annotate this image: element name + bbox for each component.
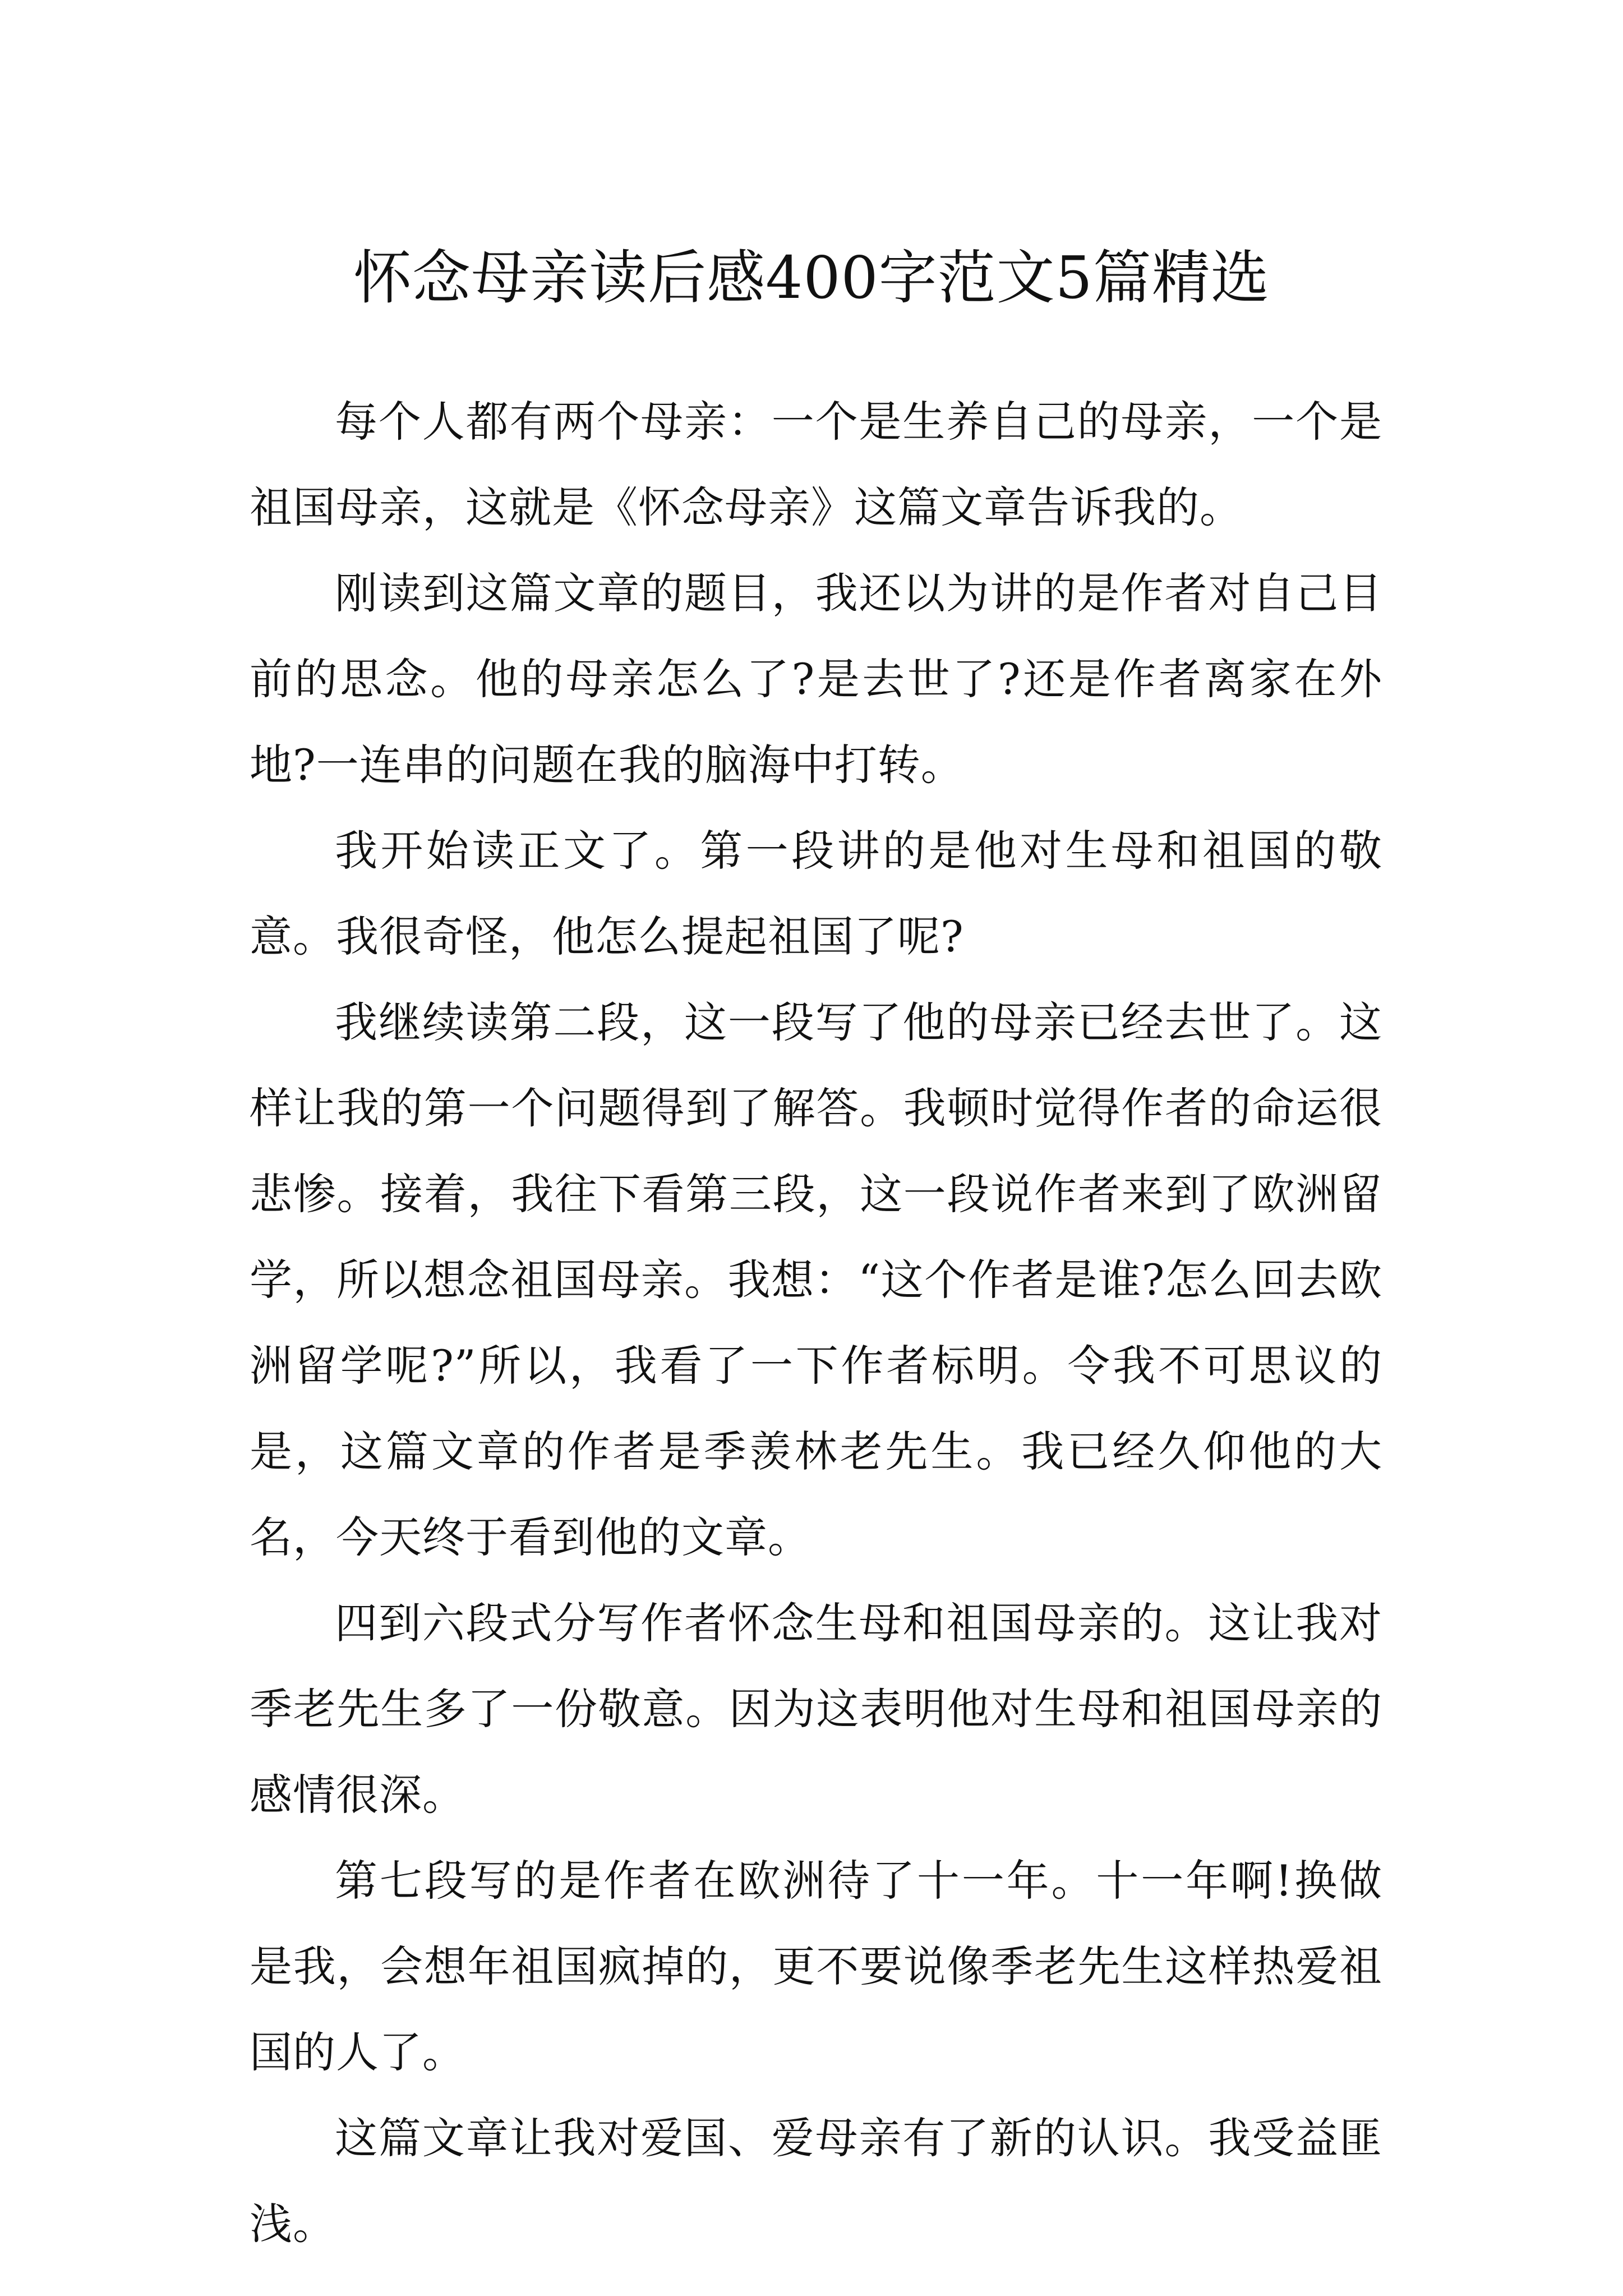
paragraph-7: 这篇文章让我对爱国、爱母亲有了新的认识。我受益匪浅。 — [250, 2113, 1382, 2249]
document-body — [250, 379, 1382, 2267]
paragraph-5: 四到六段式分写作者怀念生母和祖国母亲的。这让我对季老先生多了一份敬意。因为这表明他对生母和祖国母亲的感情很深。 — [250, 1598, 1382, 1820]
paragraph-3: 我开始读正文了。第一段讲的是他对生母和祖国的敬意。我很奇怪，他怎么提起祖国了呢? — [250, 826, 1382, 961]
paragraph-1: 每个人都有两个母亲：一个是生养自己的母亲，一个是祖国母亲，这就是《怀念母亲》这篇文章告诉我的。 — [250, 397, 1382, 532]
document-title: 怀念母亲读后感400字范文5篇精选 — [353, 243, 1270, 312]
paragraph-4: 我继续读第二段，这一段写了他的母亲已经去世了。这样让我的第一个问题得到了解答。我顿时觉得作者的命运很悲惨。接着，我往下看第三段，这一段说作者来到了欧洲留学，所以想念祖国母亲。我想：“这个作者是谁?怎么回去欧洲留学呢?”所以，我看了一下作者标明。令我不可思议的是，这篇文章的作者是季羡林老先生。我已经久仰他的大名，今天终于看到他的文章。 — [250, 997, 1382, 1562]
paragraph-2: 刚读到这篇文章的题目，我还以为讲的是作者对自己目前的思念。他的母亲怎么了?是去世了?还是作者离家在外地?一连串的问题在我的脑海中打转。 — [250, 568, 1382, 790]
paragraph-6: 第七段写的是作者在欧洲待了十一年。十一年啊!换做是我，会想年祖国疯掉的，更不要说像季老先生这样热爱祖国的人了。 — [250, 1856, 1382, 2077]
